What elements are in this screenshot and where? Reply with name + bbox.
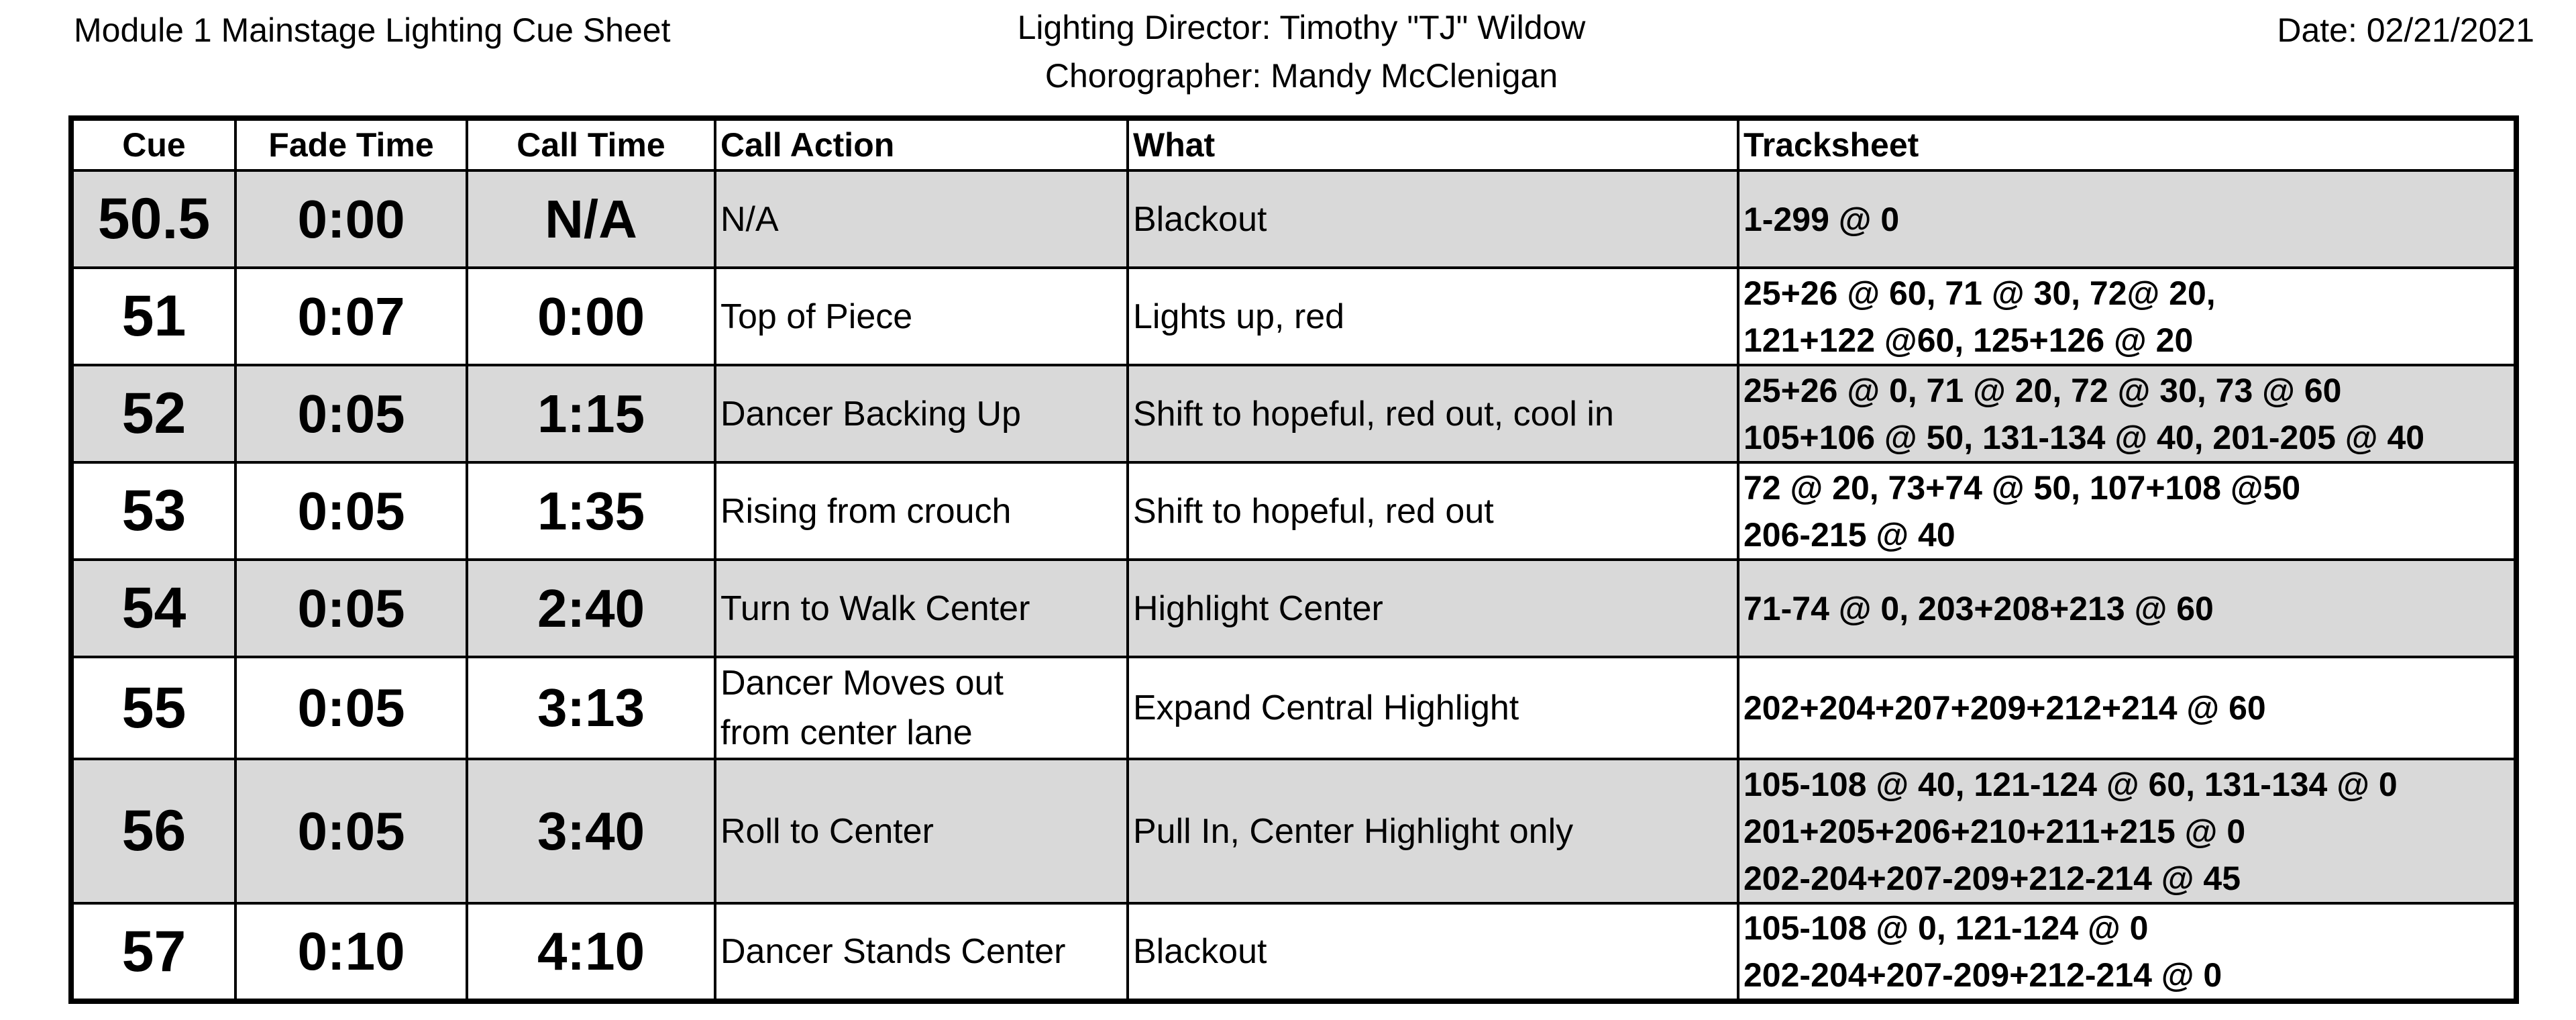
table-header-row xyxy=(71,118,2516,170)
tracksheet-line: 105+106 @ 50, 131-134 @ 40, 201-205 @ 40 xyxy=(1743,418,2425,456)
cue-what: Pull In, Center Highlight only xyxy=(1128,759,1738,903)
col-header-call-time: Call Time xyxy=(467,118,715,170)
call-time: 3:40 xyxy=(467,759,715,903)
call-time: N/A xyxy=(467,170,715,268)
cue-number: 53 xyxy=(71,462,235,560)
tracksheet-line: 1-299 @ 0 xyxy=(1743,200,1900,238)
fade-time: 0:00 xyxy=(235,170,467,268)
cue-what: Lights up, red xyxy=(1128,268,1738,365)
fade-time: 0:05 xyxy=(235,365,467,462)
col-header-cue: Cue xyxy=(71,118,235,170)
fade-time: 0:05 xyxy=(235,560,467,657)
col-header-what: What xyxy=(1128,118,1738,170)
cue-what: Expand Central Highlight xyxy=(1128,657,1738,759)
cue-number: 51 xyxy=(71,268,235,365)
tracksheet-line: 72 @ 20, 73+74 @ 50, 107+108 @50 xyxy=(1743,468,2301,507)
table-row xyxy=(71,268,2516,365)
cue-number: 50.5 xyxy=(71,170,235,268)
call-time: 3:13 xyxy=(467,657,715,759)
call-time: 1:35 xyxy=(467,462,715,560)
cue-number: 55 xyxy=(71,657,235,759)
fade-time: 0:10 xyxy=(235,903,467,1001)
cue-number: 56 xyxy=(71,759,235,903)
credits-block xyxy=(885,3,1717,100)
tracksheet-line: 121+122 @60, 125+126 @ 20 xyxy=(1743,321,2194,359)
cue-what: Shift to hopeful, red out xyxy=(1128,462,1738,560)
tracksheet-cell xyxy=(1738,759,2516,903)
call-action: Dancer Stands Center xyxy=(715,903,1128,1001)
call-time: 4:10 xyxy=(467,903,715,1001)
tracksheet-cell xyxy=(1738,657,2516,759)
table-row xyxy=(71,462,2516,560)
call-action: Turn to Walk Center xyxy=(715,560,1128,657)
sheet-title: Module 1 Mainstage Lighting Cue Sheet xyxy=(74,11,671,49)
call-action-line: Dancer Moves out xyxy=(720,664,1004,703)
call-action: N/A xyxy=(715,170,1128,268)
cue-number: 57 xyxy=(71,903,235,1001)
table-row xyxy=(71,903,2516,1001)
col-header-call-action: Call Action xyxy=(715,118,1128,170)
tracksheet-line: 201+205+206+210+211+215 @ 0 xyxy=(1743,812,2246,850)
cue-what: Highlight Center xyxy=(1128,560,1738,657)
call-time: 0:00 xyxy=(467,268,715,365)
tracksheet-line: 206-215 @ 40 xyxy=(1743,515,1955,554)
tracksheet-cell xyxy=(1738,560,2516,657)
sheet-date: Date: 02/21/2021 xyxy=(2277,11,2534,49)
cue-what: Blackout xyxy=(1128,170,1738,268)
tracksheet-line: 105-108 @ 40, 121-124 @ 60, 131-134 @ 0 xyxy=(1743,765,2398,803)
call-action: Top of Piece xyxy=(715,268,1128,365)
tracksheet-line: 202+204+207+209+212+214 @ 60 xyxy=(1743,689,2266,727)
cue-number: 52 xyxy=(71,365,235,462)
tracksheet-cell xyxy=(1738,170,2516,268)
call-time: 1:15 xyxy=(467,365,715,462)
call-action: Dancer Backing Up xyxy=(715,365,1128,462)
lighting-director: Lighting Director: Timothy "TJ" Wildow xyxy=(1017,9,1586,46)
table-row xyxy=(71,170,2516,268)
fade-time: 0:05 xyxy=(235,657,467,759)
tracksheet-cell xyxy=(1738,462,2516,560)
call-action-line: from center lane xyxy=(720,713,973,752)
cue-what: Shift to hopeful, red out, cool in xyxy=(1128,365,1738,462)
call-time: 2:40 xyxy=(467,560,715,657)
tracksheet-line: 202-204+207-209+212-214 @ 0 xyxy=(1743,956,2222,994)
table-row xyxy=(71,365,2516,462)
col-header-fade-time: Fade Time xyxy=(235,118,467,170)
call-action xyxy=(715,657,1128,759)
tracksheet-cell xyxy=(1738,903,2516,1001)
fade-time: 0:05 xyxy=(235,759,467,903)
table-row xyxy=(71,560,2516,657)
tracksheet-line: 25+26 @ 60, 71 @ 30, 72@ 20, xyxy=(1743,274,2216,312)
call-action: Rising from crouch xyxy=(715,462,1128,560)
tracksheet-line: 71-74 @ 0, 203+208+213 @ 60 xyxy=(1743,589,2214,627)
col-header-tracksheet: Tracksheet xyxy=(1738,118,2516,170)
choreographer: Chorographer: Mandy McClenigan xyxy=(1044,57,1558,95)
table-row xyxy=(71,657,2516,759)
tracksheet-line: 25+26 @ 0, 71 @ 20, 72 @ 30, 73 @ 60 xyxy=(1743,371,2342,409)
cue-number: 54 xyxy=(71,560,235,657)
tracksheet-cell xyxy=(1738,268,2516,365)
cue-table xyxy=(68,115,2519,1004)
tracksheet-cell xyxy=(1738,365,2516,462)
fade-time: 0:07 xyxy=(235,268,467,365)
fade-time: 0:05 xyxy=(235,462,467,560)
tracksheet-line: 202-204+207-209+212-214 @ 45 xyxy=(1743,859,2241,897)
cue-what: Blackout xyxy=(1128,903,1738,1001)
tracksheet-line: 105-108 @ 0, 121-124 @ 0 xyxy=(1743,909,2149,947)
table-row xyxy=(71,759,2516,903)
call-action: Roll to Center xyxy=(715,759,1128,903)
